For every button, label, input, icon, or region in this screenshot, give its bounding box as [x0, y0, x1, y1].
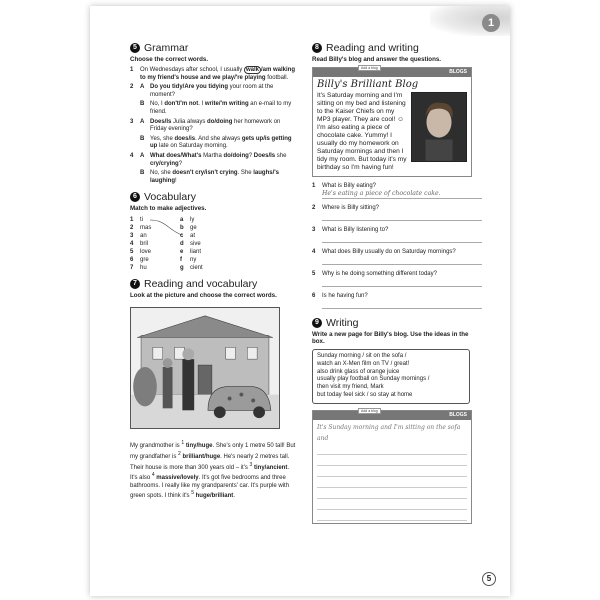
row-number: 3: [130, 233, 134, 240]
speaker-letter: B: [140, 101, 145, 108]
grammar-item: [130, 153, 298, 168]
word-start: love: [140, 249, 152, 256]
writing-line[interactable]: [317, 477, 467, 488]
item-text: [150, 84, 298, 99]
reading-vocabulary-heading: [130, 278, 298, 290]
answer-line[interactable]: [322, 211, 482, 221]
option-choice[interactable]: do/doing: [207, 118, 233, 125]
section-number: 7: [130, 279, 140, 289]
section-number: 8: [312, 43, 322, 53]
writing-line[interactable]: [317, 510, 467, 521]
reading-vocabulary-section: [130, 278, 298, 501]
row-letter: b: [180, 225, 184, 232]
item-text: [150, 101, 298, 116]
left-column: [130, 42, 298, 501]
idea-line: also drink glass of orange juice: [317, 368, 400, 375]
question: [312, 271, 482, 277]
question-number: 2: [312, 205, 316, 211]
question: [312, 227, 482, 233]
item-text: [150, 119, 298, 134]
grandparents-text: [130, 440, 298, 501]
option-choice[interactable]: massive/lovely: [156, 475, 199, 482]
option-choice[interactable]: tiny/huge: [185, 443, 213, 450]
item-text: [150, 153, 298, 168]
word-start: an: [140, 233, 147, 240]
blog-header-bar: [313, 408, 471, 420]
word-ending: sive: [190, 241, 201, 248]
item-number: 1: [130, 67, 134, 73]
sample-start-text: It's Sunday morning and I'm sitting on the sofa and: [317, 423, 461, 442]
text-part: /am walking to my friend's house and we: [140, 67, 295, 81]
question-text: What is Billy eating?: [322, 183, 377, 189]
row-number: 5: [130, 249, 134, 256]
text-part: your room at the moment?: [150, 84, 274, 98]
idea-line: watch an X-Men film on TV / great!: [317, 360, 410, 367]
question-text: Is he having fun?: [322, 293, 368, 299]
writing-line[interactable]: [317, 455, 467, 466]
gap-number: 4: [151, 472, 155, 479]
question-number: 4: [312, 249, 316, 255]
instruction: Write a new page for Billy's blog. Use the ideas in the box.: [312, 331, 469, 345]
grammar-item: [130, 101, 298, 116]
option-choice[interactable]: brilliant/huge: [182, 453, 221, 460]
question-number: 3: [312, 227, 316, 233]
option-choice[interactable]: tiny/ancient: [254, 464, 288, 471]
section-title: Reading and vocabulary: [144, 278, 258, 291]
grammar-item: [130, 67, 298, 82]
section-title: Reading and writing: [326, 42, 419, 54]
item-number: 3: [130, 118, 134, 125]
text-part: No, I: [150, 101, 165, 108]
question: [312, 249, 482, 255]
vocab-match-grid: [130, 216, 298, 272]
text-part: late on Saturday morning.: [157, 143, 228, 150]
text-part: . I: [198, 101, 205, 108]
text-part: Julia always: [171, 118, 208, 125]
option-choice[interactable]: don't/'m not: [164, 101, 199, 108]
blogs-tag: BLOGS: [449, 411, 467, 418]
word-ending: cient: [190, 265, 203, 272]
text-part: Martha: [201, 152, 224, 159]
billy-photo: [411, 92, 467, 162]
reading-writing-heading: [312, 42, 482, 54]
item-number: [130, 136, 140, 151]
word-ending: ny: [190, 257, 197, 264]
word-start: hu: [140, 265, 147, 272]
answer-line[interactable]: [322, 233, 482, 243]
question-number: 1: [312, 183, 316, 189]
question-number: 6: [312, 293, 316, 299]
speaker-letter: A: [140, 152, 145, 159]
option-choice[interactable]: Does/Is: [253, 152, 276, 159]
vocabulary-section: [130, 191, 298, 272]
option-choice[interactable]: Do you tidy/Are you tidying: [150, 84, 229, 91]
right-column: [312, 42, 482, 524]
text-part: Yes, she: [150, 135, 175, 142]
row-letter: c: [180, 233, 184, 240]
grammar-item: [130, 84, 298, 99]
answer-line[interactable]: [322, 255, 482, 265]
billy-blog: [312, 67, 472, 177]
instruction: Choose the correct words.: [130, 56, 209, 63]
item-number: [130, 101, 140, 116]
gap-number: 2: [178, 450, 181, 457]
row-letter: g: [180, 265, 184, 272]
text-part: ?: [248, 152, 254, 159]
row-number: 2: [130, 225, 134, 232]
question: [312, 205, 482, 211]
text-part: . He's nearly 2 metres tall. Their house is more than 300 years old – it's: [130, 453, 290, 471]
text-part: an e-mail to my friend.: [150, 101, 292, 115]
section-title: Writing: [326, 317, 359, 329]
option-choice[interactable]: cry/crying: [150, 160, 179, 167]
section-number: 5: [130, 43, 140, 53]
text-part: . It's also: [130, 464, 290, 482]
text-part: football.: [265, 74, 289, 81]
question-text: Why is he doing something different today?: [322, 271, 437, 277]
idea-line: Sunday morning / sit on the sofa /: [317, 353, 407, 359]
word-ending: ly: [190, 217, 195, 224]
row-number: 6: [130, 257, 134, 264]
question-text: Where is Billy sitting?: [322, 205, 380, 211]
item-text: [150, 170, 298, 185]
option-choice[interactable]: huge/brilliant: [195, 493, 234, 500]
row-letter: e: [180, 249, 184, 256]
grammar-item: [130, 136, 298, 151]
text-part: .: [233, 493, 235, 500]
section-title: Grammar: [144, 42, 189, 54]
item-text: [150, 136, 298, 151]
gap-number: 1: [181, 440, 185, 447]
option-choice[interactable]: write/'m writing: [204, 101, 249, 108]
text-part: . She: [237, 170, 254, 177]
word-ending: at: [190, 233, 196, 240]
section-number: 6: [130, 192, 140, 202]
question-text: What does Billy usually do on Saturday mornings?: [322, 249, 456, 255]
grammar-item: [130, 119, 298, 134]
add-blog-button[interactable]: Add a blog: [358, 408, 381, 414]
word-ending: liant: [190, 249, 202, 256]
row-letter: f: [180, 257, 182, 264]
word-start: ti: [140, 217, 143, 224]
writing-line[interactable]: [317, 444, 467, 455]
blog-body: [313, 92, 471, 176]
text-part: !: [175, 177, 177, 184]
row-number: 4: [130, 241, 134, 248]
grammar-item: [130, 170, 298, 185]
word-start: mas: [140, 225, 152, 232]
questions-list: [312, 183, 482, 309]
option-choice[interactable]: does/is: [174, 135, 196, 142]
ideas-box: [312, 349, 470, 404]
writing-line[interactable]: [317, 499, 467, 510]
option-choice[interactable]: laughs/'s laughing: [150, 170, 280, 184]
circled-answer[interactable]: walk: [245, 67, 259, 73]
blog-title: Billy's Brilliant Blog: [317, 79, 419, 90]
answer-line[interactable]: [322, 277, 482, 287]
idea-line: then visit my friend, Mark: [317, 384, 384, 391]
workbook-page: [90, 6, 510, 596]
answer-example: He's eating a piece of chocolate cake.: [322, 189, 482, 199]
row-number: 7: [130, 265, 134, 272]
instruction: Look at the picture and choose the correct words.: [130, 292, 277, 300]
item-text: [140, 67, 298, 82]
writing-line[interactable]: [317, 466, 467, 477]
blog-text: It's Saturday morning and I'm sitting on my bed and listening to the Kaiser Chiefs on my MP3 player. They are cool! ☺ I'm also eating a piece of chocolate cake. Yummy! I usually do my homework on Saturday mornings and then I tidy my room. But today it's my birthday so I'm having fun!: [317, 92, 407, 171]
reading-writing-section: [312, 42, 482, 309]
item-number: [130, 170, 140, 185]
text-part: On Wednesdays after school, I usually: [140, 67, 244, 73]
page-number: 5: [482, 572, 496, 586]
text-part: she: [275, 152, 287, 159]
row-letter: a: [180, 217, 184, 224]
option-choice[interactable]: gets up/is getting up: [150, 135, 292, 150]
writing-line[interactable]: [317, 488, 467, 499]
section-number: 9: [312, 318, 322, 328]
item-number: 2: [130, 84, 134, 91]
speaker-letter: A: [140, 84, 145, 91]
question-number: 5: [312, 271, 316, 277]
writing-heading: [312, 317, 482, 329]
speaker-letter: A: [140, 118, 145, 125]
option-choice[interactable]: Does/Is: [150, 118, 172, 125]
answer-line[interactable]: [322, 299, 482, 309]
option-choice[interactable]: What does/What's: [150, 152, 202, 159]
text-part: No, she: [150, 170, 173, 177]
text-part: . And she always: [195, 135, 242, 142]
instruction: Match to make adjectives.: [130, 205, 207, 213]
text-part: . She's only 1 metre 50 tall! But my grandfather is: [130, 443, 296, 460]
vocabulary-heading: [130, 191, 298, 203]
gap-number: 5: [191, 490, 194, 497]
blog-header-bar: [313, 68, 471, 77]
speaker-letter: B: [140, 170, 145, 177]
unit-badge: 1: [482, 14, 500, 32]
word-start: gre: [140, 257, 149, 264]
text-part: My grandmother is: [130, 443, 182, 450]
gap-number: 3: [249, 461, 253, 468]
option-choice[interactable]: doesn't cry/isn't crying: [172, 170, 238, 177]
question-text: What is Billy listening to?: [322, 227, 389, 233]
question: [312, 293, 482, 299]
row-number: 1: [130, 217, 134, 224]
option-choice[interactable]: do/doing: [223, 152, 249, 159]
blogs-tag: BLOGS: [449, 69, 467, 75]
add-blog-button[interactable]: Add a blog: [358, 65, 381, 71]
writing-lines[interactable]: [313, 420, 471, 523]
speaker-letter: B: [140, 135, 145, 142]
option-choice[interactable]: play/'re playing: [222, 74, 266, 81]
instruction: Read Billy's blog and answer the questions.: [312, 56, 442, 63]
word-start: bril: [140, 241, 149, 248]
grandparents-house-illustration: [130, 307, 280, 429]
section-title: Vocabulary: [144, 191, 196, 204]
item-number: 4: [130, 152, 134, 159]
idea-line: but today feel sick / so stay at home: [317, 391, 413, 398]
blog-writing-area: [312, 410, 472, 524]
text-part: her homework on Friday evening?: [150, 118, 281, 133]
idea-line: usually play football on Sunday mornings /: [317, 376, 430, 383]
text-part: . It's got five bedrooms and three bathrooms. I really like my grandparents' car. It's purple with green spots. I think it's: [130, 475, 290, 500]
grammar-section: [130, 42, 298, 185]
grammar-heading: [130, 42, 298, 54]
text-part: ?: [178, 160, 183, 167]
row-letter: d: [180, 241, 184, 248]
word-ending: ge: [190, 225, 197, 232]
writing-section: [312, 317, 482, 524]
